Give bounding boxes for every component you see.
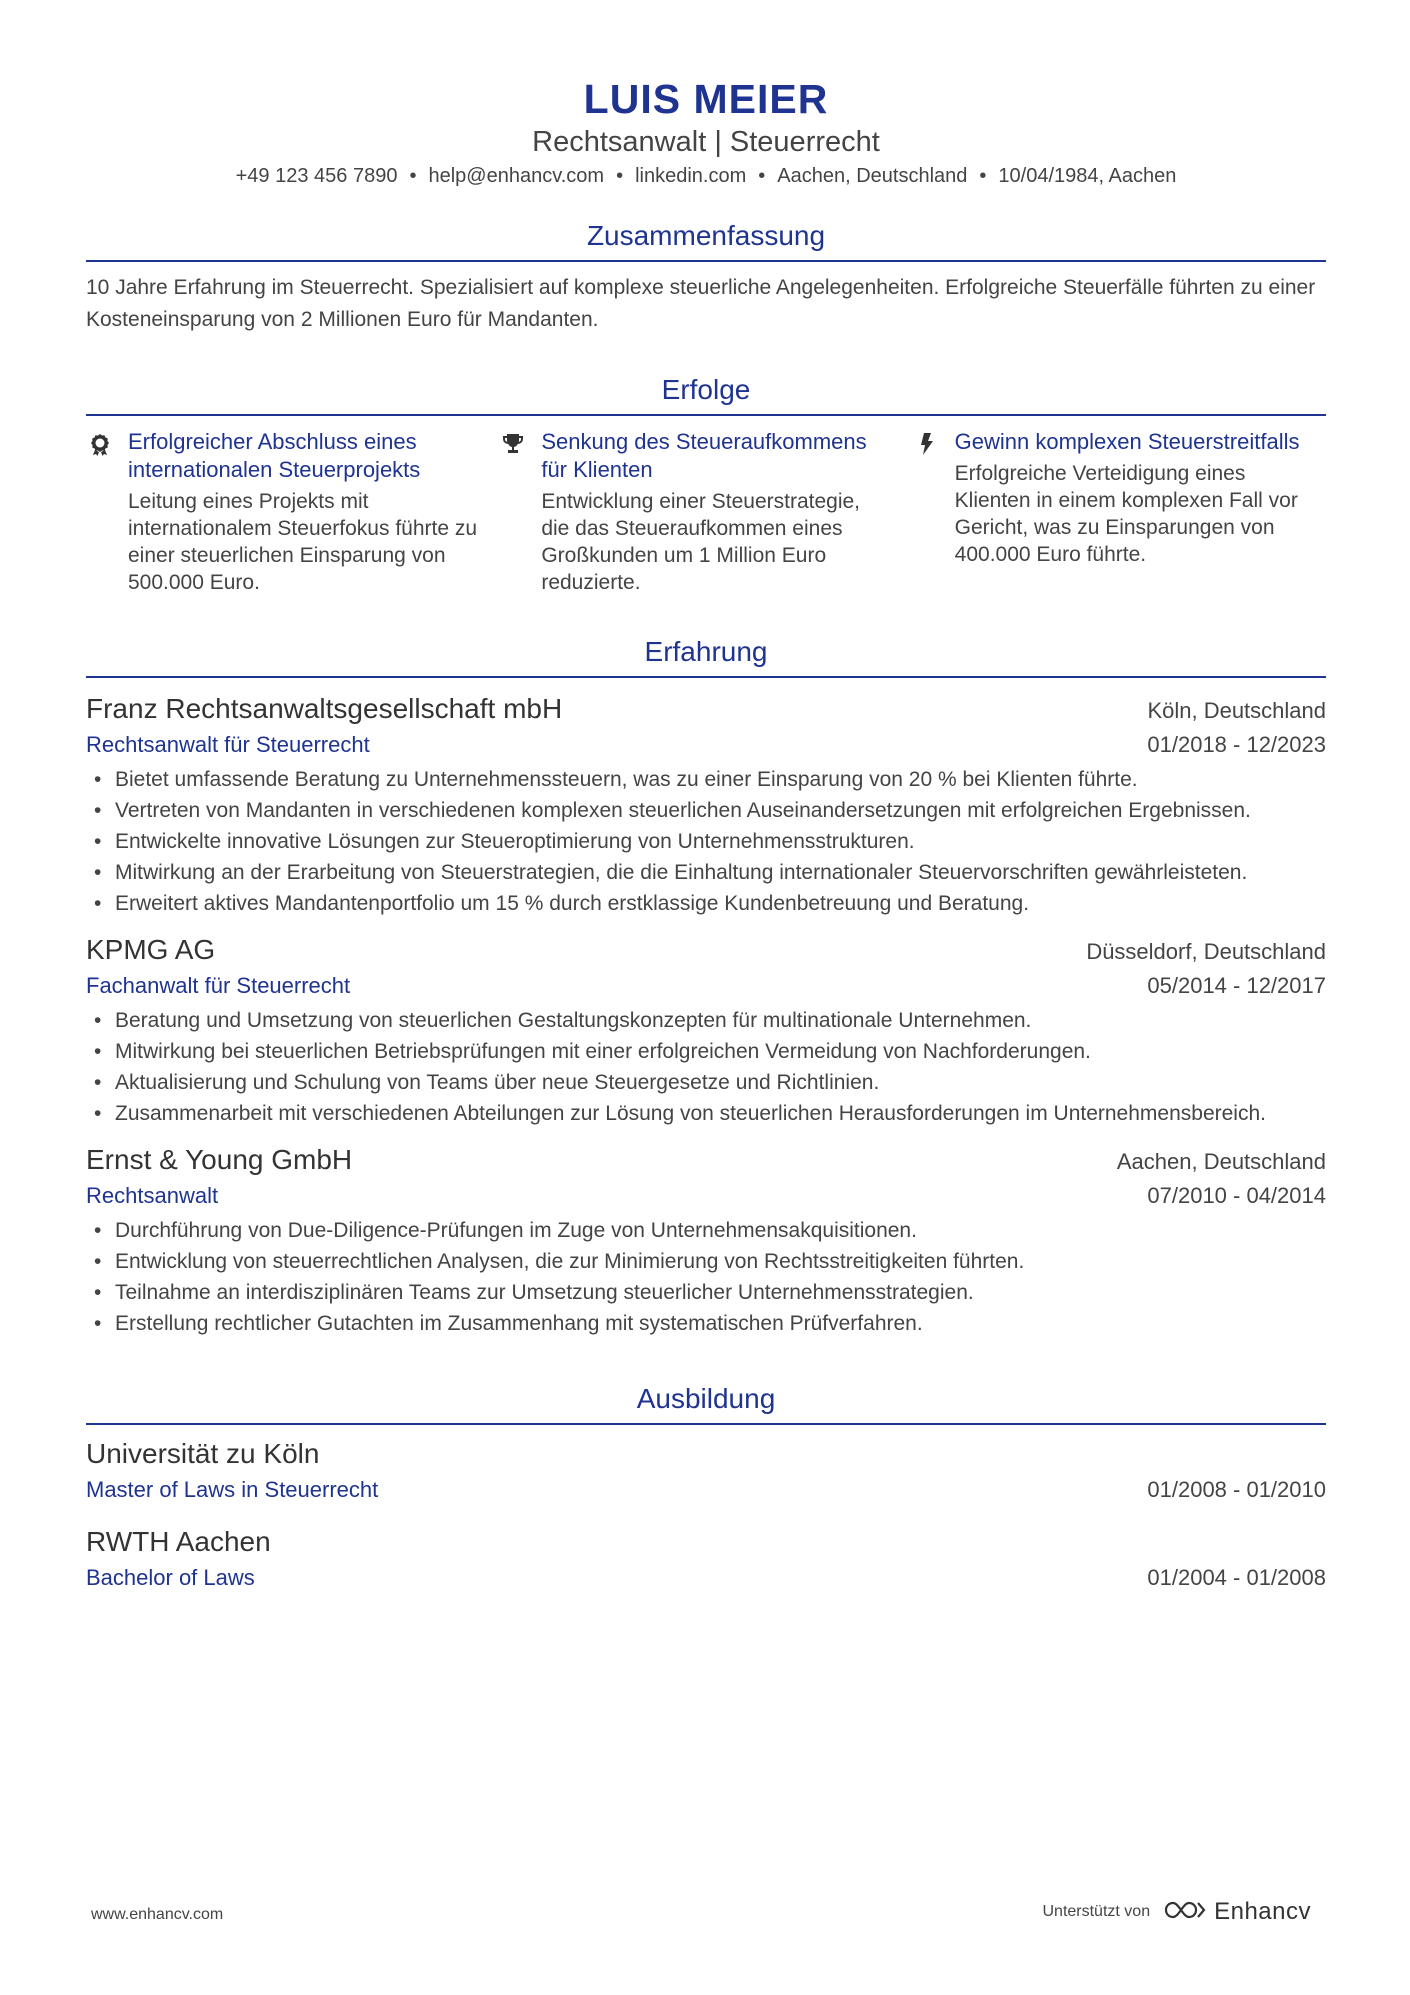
candidate-headline: Rechtsanwalt | Steuerrecht	[532, 126, 880, 158]
achievement-item	[86, 428, 499, 596]
education-dates: 01/2004 - 01/2008	[1147, 1565, 1326, 1590]
separator-dot: •	[979, 165, 987, 187]
section-title-experience: Erfahrung	[86, 632, 1326, 678]
separator-dot: •	[409, 165, 417, 187]
footer-website[interactable]: www.enhancv.com	[91, 1906, 224, 1923]
bullet-item: • Beratung und Umsetzung von steuerlichen Gestaltungskonzepten für multinationale Unternehmen.	[86, 1005, 1326, 1036]
company-name: Ernst & Young GmbH	[86, 1144, 353, 1175]
section-title-education: Ausbildung	[86, 1379, 1326, 1425]
footer-branding	[1042, 1898, 1311, 1926]
degree: Master of Laws in Steuerrecht	[86, 1477, 379, 1502]
job-role: Rechtsanwalt	[86, 1183, 219, 1208]
achievements-section	[86, 370, 1326, 596]
bullet-item: • Mitwirkung an der Erarbeitung von Steuerstrategien, die die Einhaltung internationaler Steuervorschriften gewährleisteten.	[86, 857, 1326, 888]
section-title-achievements: Erfolge	[86, 370, 1326, 416]
company-name: Franz Rechtsanwaltsgesellschaft mbH	[86, 693, 563, 724]
award-icon	[86, 428, 128, 596]
separator-dot: •	[758, 165, 766, 187]
candidate-name: LUIS MEIER	[583, 76, 829, 122]
resume-page	[86, 0, 1326, 1595]
job-location: Köln, Deutschland	[1147, 698, 1326, 723]
job-dates: 01/2018 - 12/2023	[1147, 732, 1326, 757]
bullet-item: • Entwickelte innovative Lösungen zur Steueroptimierung von Unternehmensstrukturen.	[86, 826, 1326, 857]
company-name: KPMG AG	[86, 934, 216, 965]
email-link[interactable]: help@enhancv.com	[428, 165, 605, 187]
job-entry	[86, 690, 1326, 919]
job-dates: 07/2010 - 04/2014	[1147, 1183, 1326, 1208]
achievement-item	[499, 428, 912, 596]
powered-by-text: Unterstützt von	[1042, 1903, 1151, 1920]
education-entry	[86, 1523, 1326, 1595]
job-location: Düsseldorf, Deutschland	[1086, 939, 1326, 964]
job-location: Aachen, Deutschland	[1116, 1149, 1326, 1174]
job-bullets	[86, 1215, 1326, 1339]
bullet-item: • Durchführung von Due-Diligence-Prüfungen im Zuge von Unternehmensakquisitionen.	[86, 1215, 1326, 1246]
lightning-icon	[913, 428, 955, 596]
bullet-item: • Teilnahme an interdisziplinären Teams zur Umsetzung steuerlicher Unternehmensstrategien.	[86, 1277, 1326, 1308]
job-bullets	[86, 1005, 1326, 1129]
degree: Bachelor of Laws	[86, 1565, 255, 1590]
job-role: Fachanwalt für Steuerrecht	[86, 973, 351, 998]
location: Aachen, Deutschland	[777, 165, 968, 187]
education-section	[86, 1379, 1326, 1595]
achievement-item	[913, 428, 1326, 596]
job-entry	[86, 931, 1326, 1129]
summary-section	[86, 216, 1326, 336]
achievement-title: Gewinn komplexen Steuerstreitfalls	[954, 429, 1300, 454]
experience-section	[86, 632, 1326, 1339]
enhancv-logo-icon	[1162, 1899, 1206, 1926]
achievement-title: Erfolgreicher Abschluss eines internationalen Steuerprojekts	[128, 429, 421, 482]
achievement-desc: Entwicklung einer Steuerstrategie, die das Steueraufkommen eines Großkunden um 1 Million Euro reduzierte.	[541, 490, 860, 594]
bullet-item: • Entwicklung von steuerrechtlichen Analysen, die zur Minimierung von Rechtsstreitigkeiten führten.	[86, 1246, 1326, 1277]
bullet-item: • Erweitert aktives Mandantenportfolio um 15 % durch erstklassige Kundenbetreuung und Beratung.	[86, 888, 1326, 919]
bullet-item: • Zusammenarbeit mit verschiedenen Abteilungen zur Lösung von steuerlichen Herausforderungen im Unternehmensbereich.	[86, 1098, 1326, 1129]
school-name: Universität zu Köln	[86, 1438, 320, 1469]
achievement-title: Senkung des Steueraufkommens für Klienten	[541, 429, 867, 482]
bullet-item: • Mitwirkung bei steuerlichen Betriebsprüfungen mit einer erfolgreichen Vermeidung von Nachforderungen.	[86, 1036, 1326, 1067]
contact-line	[86, 162, 1326, 190]
achievement-desc: Leitung eines Projekts mit internationalem Steuerfokus führte zu einer steuerlichen Einsparung von 500.000 Euro.	[128, 490, 478, 594]
resume-header	[86, 0, 1326, 190]
summary-text: 10 Jahre Erfahrung im Steuerrecht. Spezialisiert auf komplexe steuerliche Angelegenheiten. Erfolgreiche Steuerfälle führten zu einer Kosteneinsparung von 2 Millionen Euro für Mandanten.	[86, 276, 1316, 331]
job-entry	[86, 1141, 1326, 1339]
birth-info: 10/04/1984, Aachen	[998, 165, 1177, 187]
job-bullets	[86, 764, 1326, 919]
bullet-item: • Vertreten von Mandanten in verschiedenen komplexen steuerlichen Auseinandersetzungen mit erfolgreichen Ergebnissen.	[86, 795, 1326, 826]
section-title-summary: Zusammenfassung	[86, 216, 1326, 262]
achievement-desc: Erfolgreiche Verteidigung eines Klienten in einem komplexen Fall vor Gericht, was zu Einsparungen von 400.000 Euro führte.	[954, 462, 1298, 566]
education-entry	[86, 1435, 1326, 1507]
bullet-item: • Bietet umfassende Beratung zu Unternehmenssteuern, was zu einer Einsparung von 20 % bei Klienten führte.	[86, 764, 1326, 795]
bullet-item: • Erstellung rechtlicher Gutachten im Zusammenhang mit systematischen Prüfverfahren.	[86, 1308, 1326, 1339]
separator-dot: •	[616, 165, 624, 187]
job-dates: 05/2014 - 12/2017	[1147, 973, 1326, 998]
school-name: RWTH Aachen	[86, 1526, 271, 1557]
phone: +49 123 456 7890	[235, 165, 398, 187]
achievements-list	[86, 428, 1326, 596]
trophy-icon	[499, 428, 541, 596]
brand-name: Enhancv	[1214, 1898, 1311, 1925]
job-role: Rechtsanwalt für Steuerrecht	[86, 732, 370, 757]
linkedin-link[interactable]: linkedin.com	[635, 165, 747, 187]
bullet-item: • Aktualisierung und Schulung von Teams über neue Steuergesetze und Richtlinien.	[86, 1067, 1326, 1098]
education-dates: 01/2008 - 01/2010	[1147, 1477, 1326, 1502]
